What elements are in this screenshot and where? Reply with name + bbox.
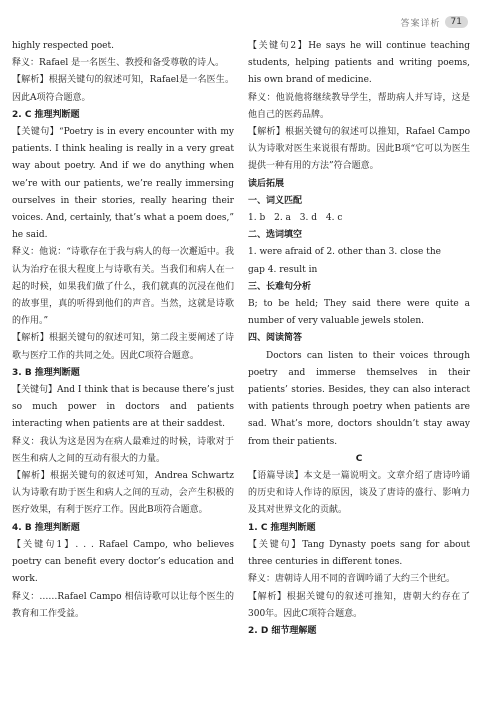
question-heading: 2. D 细节理解题 xyxy=(248,625,317,636)
analysis-paragraph: 【解析】根据关键句的叙述可知，Rafael是一名医生。因此A项符合题意。 xyxy=(12,75,234,103)
section-letter: C xyxy=(355,453,363,464)
key-sentence-paragraph: 【关键句】Tang Dynasty poets sang for about three centuries in different tones. xyxy=(248,539,470,568)
answer-line xyxy=(248,210,470,227)
subsection-heading: 四、阅读简答 xyxy=(248,333,303,344)
meaning-paragraph: 释义：Rafael 是一名医生、教授和备受尊敬的诗人。 xyxy=(12,58,225,69)
analysis-paragraph: 【解析】根据关键句的叙述可知，Andrea Schwartz 认为诗歌有助于医生和病人之间的互动，会产生积极的医疗效果，有利于医疗工作。因此B项符合题意。 xyxy=(12,471,234,516)
subsection-heading: 一、词义匹配 xyxy=(248,195,303,206)
meaning-paragraph: 释义：他说他将继续教导学生，帮助病人并写诗，这是他自己的医药品牌。 xyxy=(248,92,470,120)
answer-line: 1. were afraid of 2. other than 3. close the xyxy=(248,247,441,258)
answer-item: 2. a xyxy=(274,213,291,224)
answer-paragraph: B; to be held; They said there were quite a number of very valuable jewels stolen. xyxy=(248,299,470,327)
question-heading: 4. B 推理判断题 xyxy=(12,522,80,533)
answer-item: 1. b xyxy=(248,213,266,224)
section-heading-extension: 读后拓展 xyxy=(248,178,285,189)
answer-line: gap 4. result in xyxy=(248,264,318,275)
answer-paragraph: Doctors can listen to their voices through poetry and immerse themselves in their patients’ stories. Besides, they can also interact with patients through poetry when patients are sad. What’s more, doctors shouldn’t stay away from their patients. xyxy=(248,350,470,447)
question-heading: 1. C 推理判断题 xyxy=(248,522,316,533)
meaning-paragraph: 释义：我认为这是因为在病人最难过的时候，诗歌对于医生和病人之间的互动有很大的力量。 xyxy=(12,436,234,464)
question-heading: 3. B 推理判断题 xyxy=(12,367,80,378)
answer-item: 3. d xyxy=(299,213,318,224)
page-number-badge: 71 xyxy=(445,16,468,28)
meaning-paragraph: 释义：……Rafael Campo 相信诗歌可以让每个医生的教育和工作受益。 xyxy=(12,591,234,619)
meaning-paragraph: 释义：唐朝诗人用不同的音调吟诵了大约三个世纪。 xyxy=(248,574,456,585)
guide-paragraph: 【语篇导读】本文是一篇说明文。文章介绍了唐诗吟诵的历史和诗人作诗的原因，谈及了唐诗的盛行、影响力及其对世界文化的贡献。 xyxy=(248,471,470,516)
key-sentence-paragraph: 【关键句1】. . . Rafael Campo, who believes poetry can benefit every doctor’s education and work. xyxy=(12,539,234,585)
key-sentence-paragraph: 【关键句2】He says he will continue teaching students, helping patients and writing poems, his own brand of medicine. xyxy=(248,41,470,86)
answer-item: 4. c xyxy=(325,213,343,224)
meaning-paragraph: 释义：他说：“诗歌存在于我与病人的每一次邂逅中。我认为治疗在很大程度上与诗歌有关。当我们和病人在一起的时候，如果我们做了什么，我们就真的沉浸在他们的故事里，真的听得到他们的声音。当然，这就是诗歌的作用。” xyxy=(12,247,234,327)
left-column xyxy=(12,38,234,623)
subsection-heading: 二、选词填空 xyxy=(248,230,303,241)
key-sentence-paragraph: 【关键句】And I think that is because there’s just so much power in doctors and patients interacting when patients are at their saddest. xyxy=(12,385,234,430)
page-header xyxy=(401,14,468,30)
analysis-paragraph: 【解析】根据关键句的叙述可知，第二段主要阐述了诗歌与医疗工作的共同之处。因此C项符合题意。 xyxy=(12,333,234,361)
analysis-paragraph: 【解析】根据关键句的叙述可推知，唐朝大约存在了300年。因此C项符合题意。 xyxy=(248,591,470,619)
question-heading: 2. C 推理判断题 xyxy=(12,109,80,120)
subsection-heading: 三、长难句分析 xyxy=(248,281,312,292)
right-column xyxy=(248,38,470,640)
analysis-paragraph: 【解析】根据关键句的叙述可以推知，Rafael Campo认为诗歌对医生来说很有帮助。因此B项“它可以为医生提供一种有用的方法”符合题意。 xyxy=(248,127,470,172)
header-label: 答案详析 xyxy=(400,18,441,29)
text-paragraph: highly respected poet. xyxy=(12,41,114,51)
key-sentence-paragraph: 【关键句】“Poetry is in every encounter with my patients. I think healing is really in a very great way about poetry. And if we do anything when we’re with our patients, we’re really immersing ourselves in their stories, really hearing their voices. And, certainly, that’s what a poem does,” he said. xyxy=(12,127,234,241)
